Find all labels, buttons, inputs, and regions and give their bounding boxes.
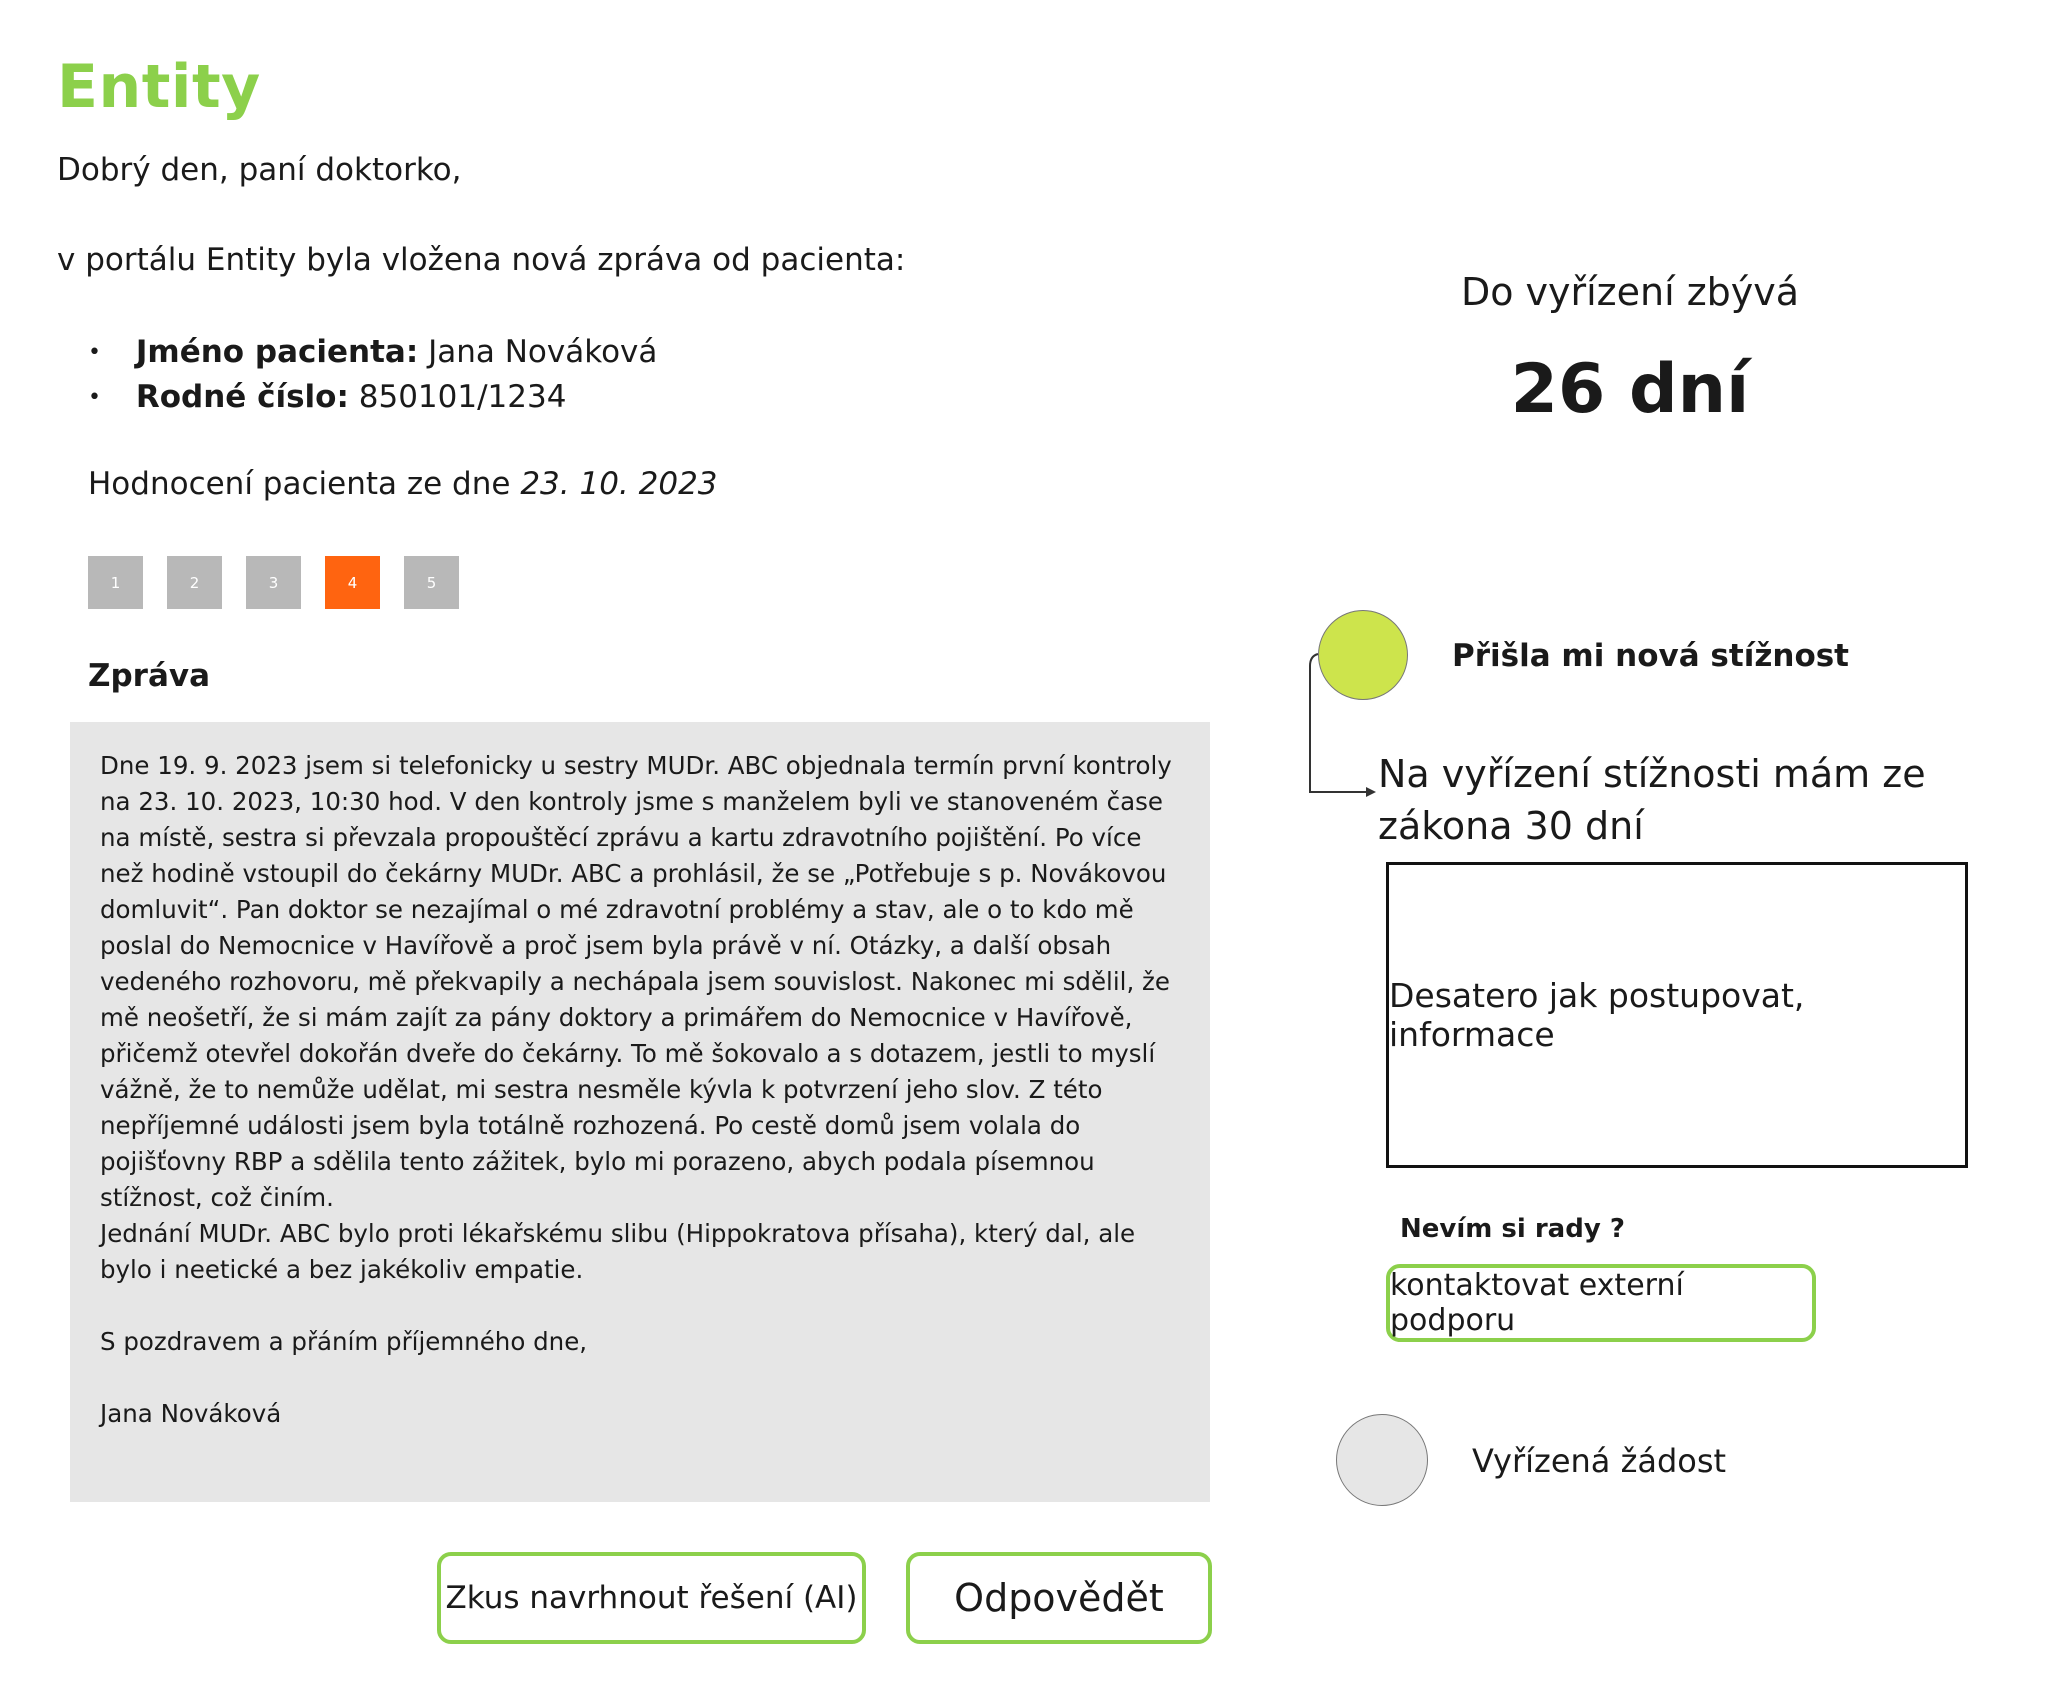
resolved-label: Vyřízená žádost [1472,1442,1727,1480]
countdown-value: 26 dní [1510,350,1750,429]
message-closing: S pozdravem a přáním příjemného dne, [100,1327,588,1356]
countdown-label: Do vyřízení zbývá [1460,270,1800,314]
brand-logo: Entity [57,52,261,122]
message-body: Dne 19. 9. 2023 jsem si telefonicky u sestry MUDr. ABC objednala termín první kontroly na 23. 10. 2023, 10:30 hod. V den kontroly jsme s manželem byli ve stanoveném čase na místě, sestra si převzala propouštěcí zprávu a kartu zdravotního pojištění. Po více než hodině vstoupil do čekárny MUDr. ABC a prohlásil, že se „Potřebuje s p. Novákovou domluvit“. Pan doktor se nezajímal o mé zdravotní problémy a stav, ale o to kdo mě poslal do Nemocnice v Havířově a proč jsem byla právě v ní. Otázky, a další obsah vedeného rozhovoru, mě překvapily a nechápala jsem souvislost. Nakonec mi sdělil, že mě neošetří, že si mám zajít za pány doktory a primářem do Nemocnice v Havířově, přičemž otevřel dokořán dveře do čekárny. To mě šokovalo a s dotazem, jestli to myslí vážně, že to nemůže udělat, mi sestra nesměle kývla k potvrzení jeho slov. Z této nepříjemné události jsem byla totálně rozhozená. Po cestě domů jsem volala do pojišťovny RBP a sdělila tento zážitek, bylo mi porazeno, abych podala písemnou stížnost, což činím. Jednání MUDr. ABC bylo proti lékařskému slibu (Hippokratova přísaha), který dal, ale bylo i neetické a bez jakékoliv empatie. [100,751,1172,1284]
intro-text: v portálu Entity byla vložena nová zpráva od pacienta: [57,242,906,278]
guide-info-box[interactable]: Desatero jak postupovat, informace [1386,862,1968,1168]
rating-option-5[interactable]: 5 [404,556,459,609]
new-complaint-label: Přišla mi nová stížnost [1452,638,1850,674]
rating-scale [88,556,459,609]
patient-name-item [88,330,657,375]
status-connector-arrow [1300,650,1380,810]
deadline-text: Na vyřízení stížnosti mám ze zákona 30 dní [1378,752,1926,848]
evaluation-prefix: Hodnocení pacienta ze dne [88,466,511,502]
patient-id-label: Rodné číslo: [135,379,349,415]
rating-option-4[interactable]: 4 [325,556,380,609]
patient-name-label: Jméno pacienta: [135,334,419,370]
help-label: Nevím si rady ? [1400,1214,1625,1244]
evaluation-date: 23. 10. 2023 [520,466,718,502]
contact-support-button[interactable]: kontaktovat externí podporu [1386,1264,1816,1342]
evaluation-heading [88,466,718,502]
message-box [70,722,1210,1502]
resolved-status-dot [1336,1414,1428,1506]
patient-id-value: 850101/1234 [358,379,567,415]
patient-info-list [88,330,657,420]
patient-name-value: Jana Nováková [428,334,658,370]
reply-button[interactable]: Odpovědět [906,1552,1212,1644]
rating-option-1[interactable]: 1 [88,556,143,609]
message-heading: Zpráva [88,658,211,694]
greeting-text: Dobrý den, paní doktorko, [57,152,462,188]
rating-option-2[interactable]: 2 [167,556,222,609]
rating-option-3[interactable]: 3 [246,556,301,609]
message-signature: Jana Nováková [100,1399,282,1428]
suggest-solution-ai-button[interactable]: Zkus navrhnout řešení (AI) [437,1552,866,1644]
patient-id-item [88,375,657,420]
